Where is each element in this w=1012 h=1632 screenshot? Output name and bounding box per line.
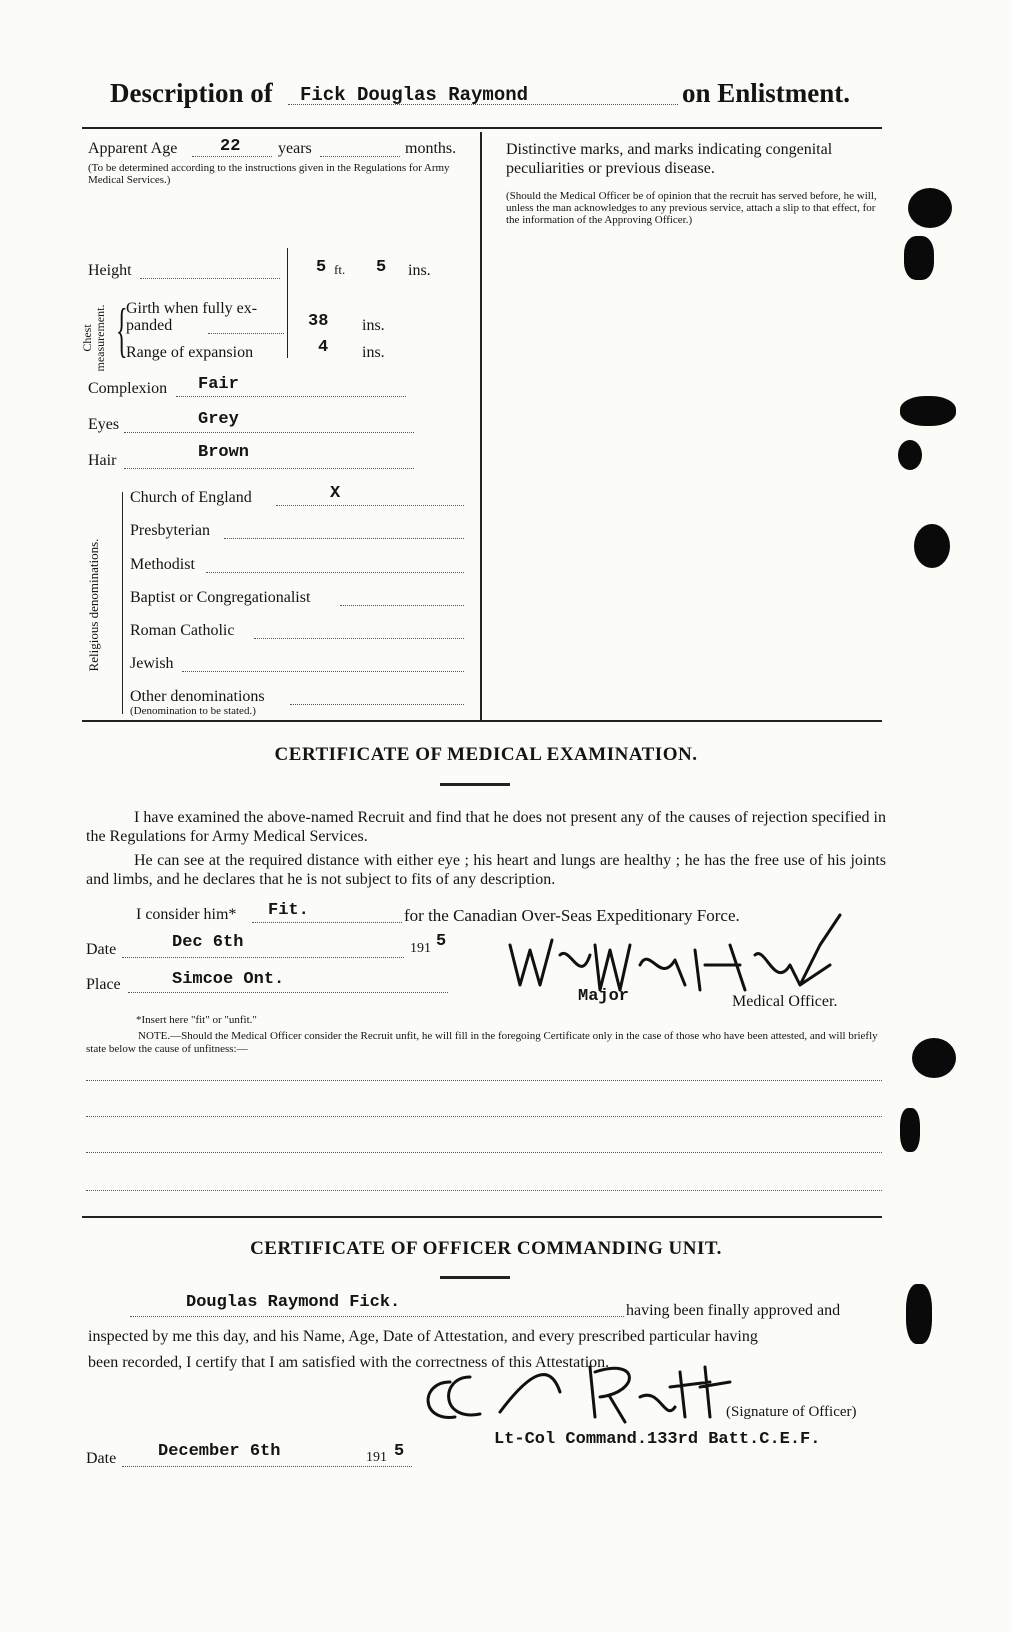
commanding-year-digit: 5 bbox=[394, 1442, 405, 1461]
punch-hole bbox=[900, 1108, 920, 1152]
eyes-line bbox=[124, 432, 414, 433]
unfitness-line-4 bbox=[86, 1190, 882, 1191]
complexion-line bbox=[176, 396, 406, 397]
height-in-value: 5 bbox=[376, 258, 387, 277]
religion-presbyterian: Presbyterian bbox=[130, 522, 210, 539]
range-ins: ins. bbox=[362, 344, 385, 361]
religion-baptist: Baptist or Congregationalist bbox=[130, 589, 311, 606]
commanding-date-label: Date bbox=[86, 1450, 117, 1467]
age-label: Apparent Age bbox=[88, 140, 178, 157]
height-label: Height bbox=[88, 262, 132, 279]
height-line bbox=[140, 278, 280, 279]
commanding-date-line bbox=[122, 1466, 412, 1467]
punch-hole bbox=[898, 440, 922, 470]
religion-mark: X bbox=[330, 484, 341, 503]
fit-line bbox=[252, 922, 402, 923]
unfitness-line-2 bbox=[86, 1116, 882, 1117]
medical-title: CERTIFICATE OF MEDICAL EXAMINATION. bbox=[274, 744, 698, 765]
months-label: months. bbox=[405, 140, 457, 157]
religion-line-5 bbox=[254, 638, 464, 639]
header-suffix: on Enlistment. bbox=[682, 78, 851, 108]
commanding-rank-value: Lt-Col Command.133rd Batt.C.E.F. bbox=[494, 1430, 821, 1449]
eyes-value: Grey bbox=[198, 410, 239, 429]
months-line bbox=[320, 156, 400, 157]
range-label: Range of expansion bbox=[126, 344, 254, 361]
fit-value: Fit. bbox=[268, 901, 309, 920]
commanding-line-3: been recorded, I certify that I am satisfied with the correctness of this Attestation. bbox=[88, 1354, 610, 1371]
religion-jewish: Jewish bbox=[130, 655, 174, 672]
commanding-year-prefix: 191 bbox=[366, 1450, 387, 1465]
mid-rule bbox=[82, 720, 882, 722]
medical-date-line bbox=[122, 957, 404, 958]
hair-value: Brown bbox=[198, 443, 250, 462]
religion-line-2 bbox=[224, 538, 464, 539]
girth-ins: ins. bbox=[362, 317, 385, 334]
age-value: 22 bbox=[220, 137, 241, 156]
religion-line-1 bbox=[276, 505, 464, 506]
column-divider bbox=[480, 132, 482, 720]
religion-other: Other denominations bbox=[130, 688, 265, 705]
ins-label: ins. bbox=[408, 262, 431, 279]
punch-hole bbox=[908, 188, 952, 228]
marks-note: (Should the Medical Officer be of opinion that the recruit has served before, he will, unless the man acknowledges to any previous service, attach a slip to that effect, for the information of the Approving Officer.) bbox=[506, 190, 877, 226]
girth-value: 38 bbox=[308, 312, 329, 331]
height-ft-value: 5 bbox=[316, 258, 327, 277]
commanding-officer-signature bbox=[410, 1352, 750, 1432]
medical-officer-rank: Major bbox=[578, 987, 630, 1006]
force-text: for the Canadian Over-Seas Expeditionary Force. bbox=[404, 906, 740, 925]
commanding-line-2: inspected by me this day, and his Name, Age, Date of Attestation, and every prescribed particular having bbox=[88, 1328, 758, 1345]
place-value: Simcoe Ont. bbox=[172, 970, 285, 989]
top-rule bbox=[82, 127, 882, 129]
measure-divider bbox=[287, 248, 288, 358]
place-label: Place bbox=[86, 976, 121, 993]
religion-line-3 bbox=[206, 572, 464, 573]
religion-methodist: Methodist bbox=[130, 556, 195, 573]
religion-church-of-england: Church of England bbox=[130, 489, 252, 506]
religion-bracket bbox=[122, 492, 123, 714]
commanding-date-value: December 6th bbox=[158, 1442, 281, 1461]
girth-line bbox=[208, 333, 284, 334]
punch-hole bbox=[900, 396, 956, 426]
commanding-line1-end: having been finally approved and bbox=[626, 1302, 841, 1319]
punch-hole bbox=[914, 524, 950, 568]
girth-label-1: Girth when fully ex- bbox=[126, 300, 258, 317]
complexion-value: Fair bbox=[198, 375, 239, 394]
commanding-title: CERTIFICATE OF OFFICER COMMANDING UNIT. bbox=[250, 1238, 722, 1259]
punch-hole bbox=[904, 236, 934, 280]
eyes-label: Eyes bbox=[88, 416, 120, 433]
medical-para-1: I have examined the above-named Recruit and find that he does not present any of the causes of rejection specified in the Regulations for Army Medical Services. bbox=[86, 809, 886, 845]
denomination-note: (Denomination to be stated.) bbox=[130, 705, 256, 717]
medical-year-digit: 5 bbox=[436, 932, 447, 951]
commanding-name-line bbox=[130, 1316, 624, 1317]
hair-line bbox=[124, 468, 414, 469]
place-line bbox=[128, 992, 448, 993]
chest-side-label: Chest measurement. bbox=[80, 304, 107, 372]
commanding-name-value: Douglas Raymond Fick. bbox=[186, 1293, 401, 1312]
punch-hole bbox=[912, 1038, 956, 1078]
recruit-name: Fick Douglas Raymond bbox=[300, 84, 529, 106]
commanding-title-rule bbox=[440, 1276, 510, 1279]
signature-label: (Signature of Officer) bbox=[726, 1404, 857, 1420]
medical-title-rule bbox=[440, 783, 510, 786]
medical-officer-signature bbox=[500, 905, 870, 1005]
complexion-label: Complexion bbox=[88, 380, 168, 397]
chest-brace: { bbox=[116, 297, 128, 363]
medical-date-value: Dec 6th bbox=[172, 933, 244, 952]
insert-note: *Insert here "fit" or "unfit." bbox=[136, 1014, 257, 1026]
medical-note: NOTE.—Should the Medical Officer consider the Recruit unfit, he will fill in the foregoing Certificate only in the case of those who have been attested, and will briefly state below the cause of unfitness:— bbox=[86, 1030, 878, 1055]
unfitness-line-3 bbox=[86, 1152, 882, 1153]
medical-year-prefix: 191 bbox=[410, 941, 431, 956]
religion-line-6 bbox=[182, 671, 464, 672]
age-note: (To be determined according to the instructions given in the Regulations for Army Medical Services.) bbox=[88, 162, 450, 186]
consider-label: I consider him* bbox=[136, 906, 237, 923]
header-prefix: Description of bbox=[110, 78, 273, 108]
unfitness-line-1 bbox=[86, 1080, 882, 1081]
marks-label-1: Distinctive marks, and marks indicating congenital bbox=[506, 141, 833, 158]
religion-line-4 bbox=[340, 605, 464, 606]
medical-officer-label: Medical Officer. bbox=[732, 993, 838, 1010]
religion-line-7 bbox=[290, 704, 464, 705]
years-label: years bbox=[278, 140, 312, 157]
punch-hole bbox=[906, 1284, 932, 1344]
religion-side-label: Religious denominations. bbox=[86, 538, 101, 672]
medical-para-2: He can see at the required distance with either eye ; his heart and lungs are healthy ; he has the free use of his joints and limbs, and he declares that he is not subject to fits of any description. bbox=[86, 852, 886, 888]
ft-label: ft. bbox=[334, 262, 346, 277]
age-line bbox=[192, 156, 272, 157]
girth-label-2: panded bbox=[126, 317, 173, 334]
hair-label: Hair bbox=[88, 452, 117, 469]
religion-roman-catholic: Roman Catholic bbox=[130, 622, 235, 639]
marks-label-2: peculiarities or previous disease. bbox=[506, 160, 715, 177]
medical-date-label: Date bbox=[86, 941, 117, 958]
range-value: 4 bbox=[318, 338, 329, 357]
lower-rule bbox=[82, 1216, 882, 1218]
